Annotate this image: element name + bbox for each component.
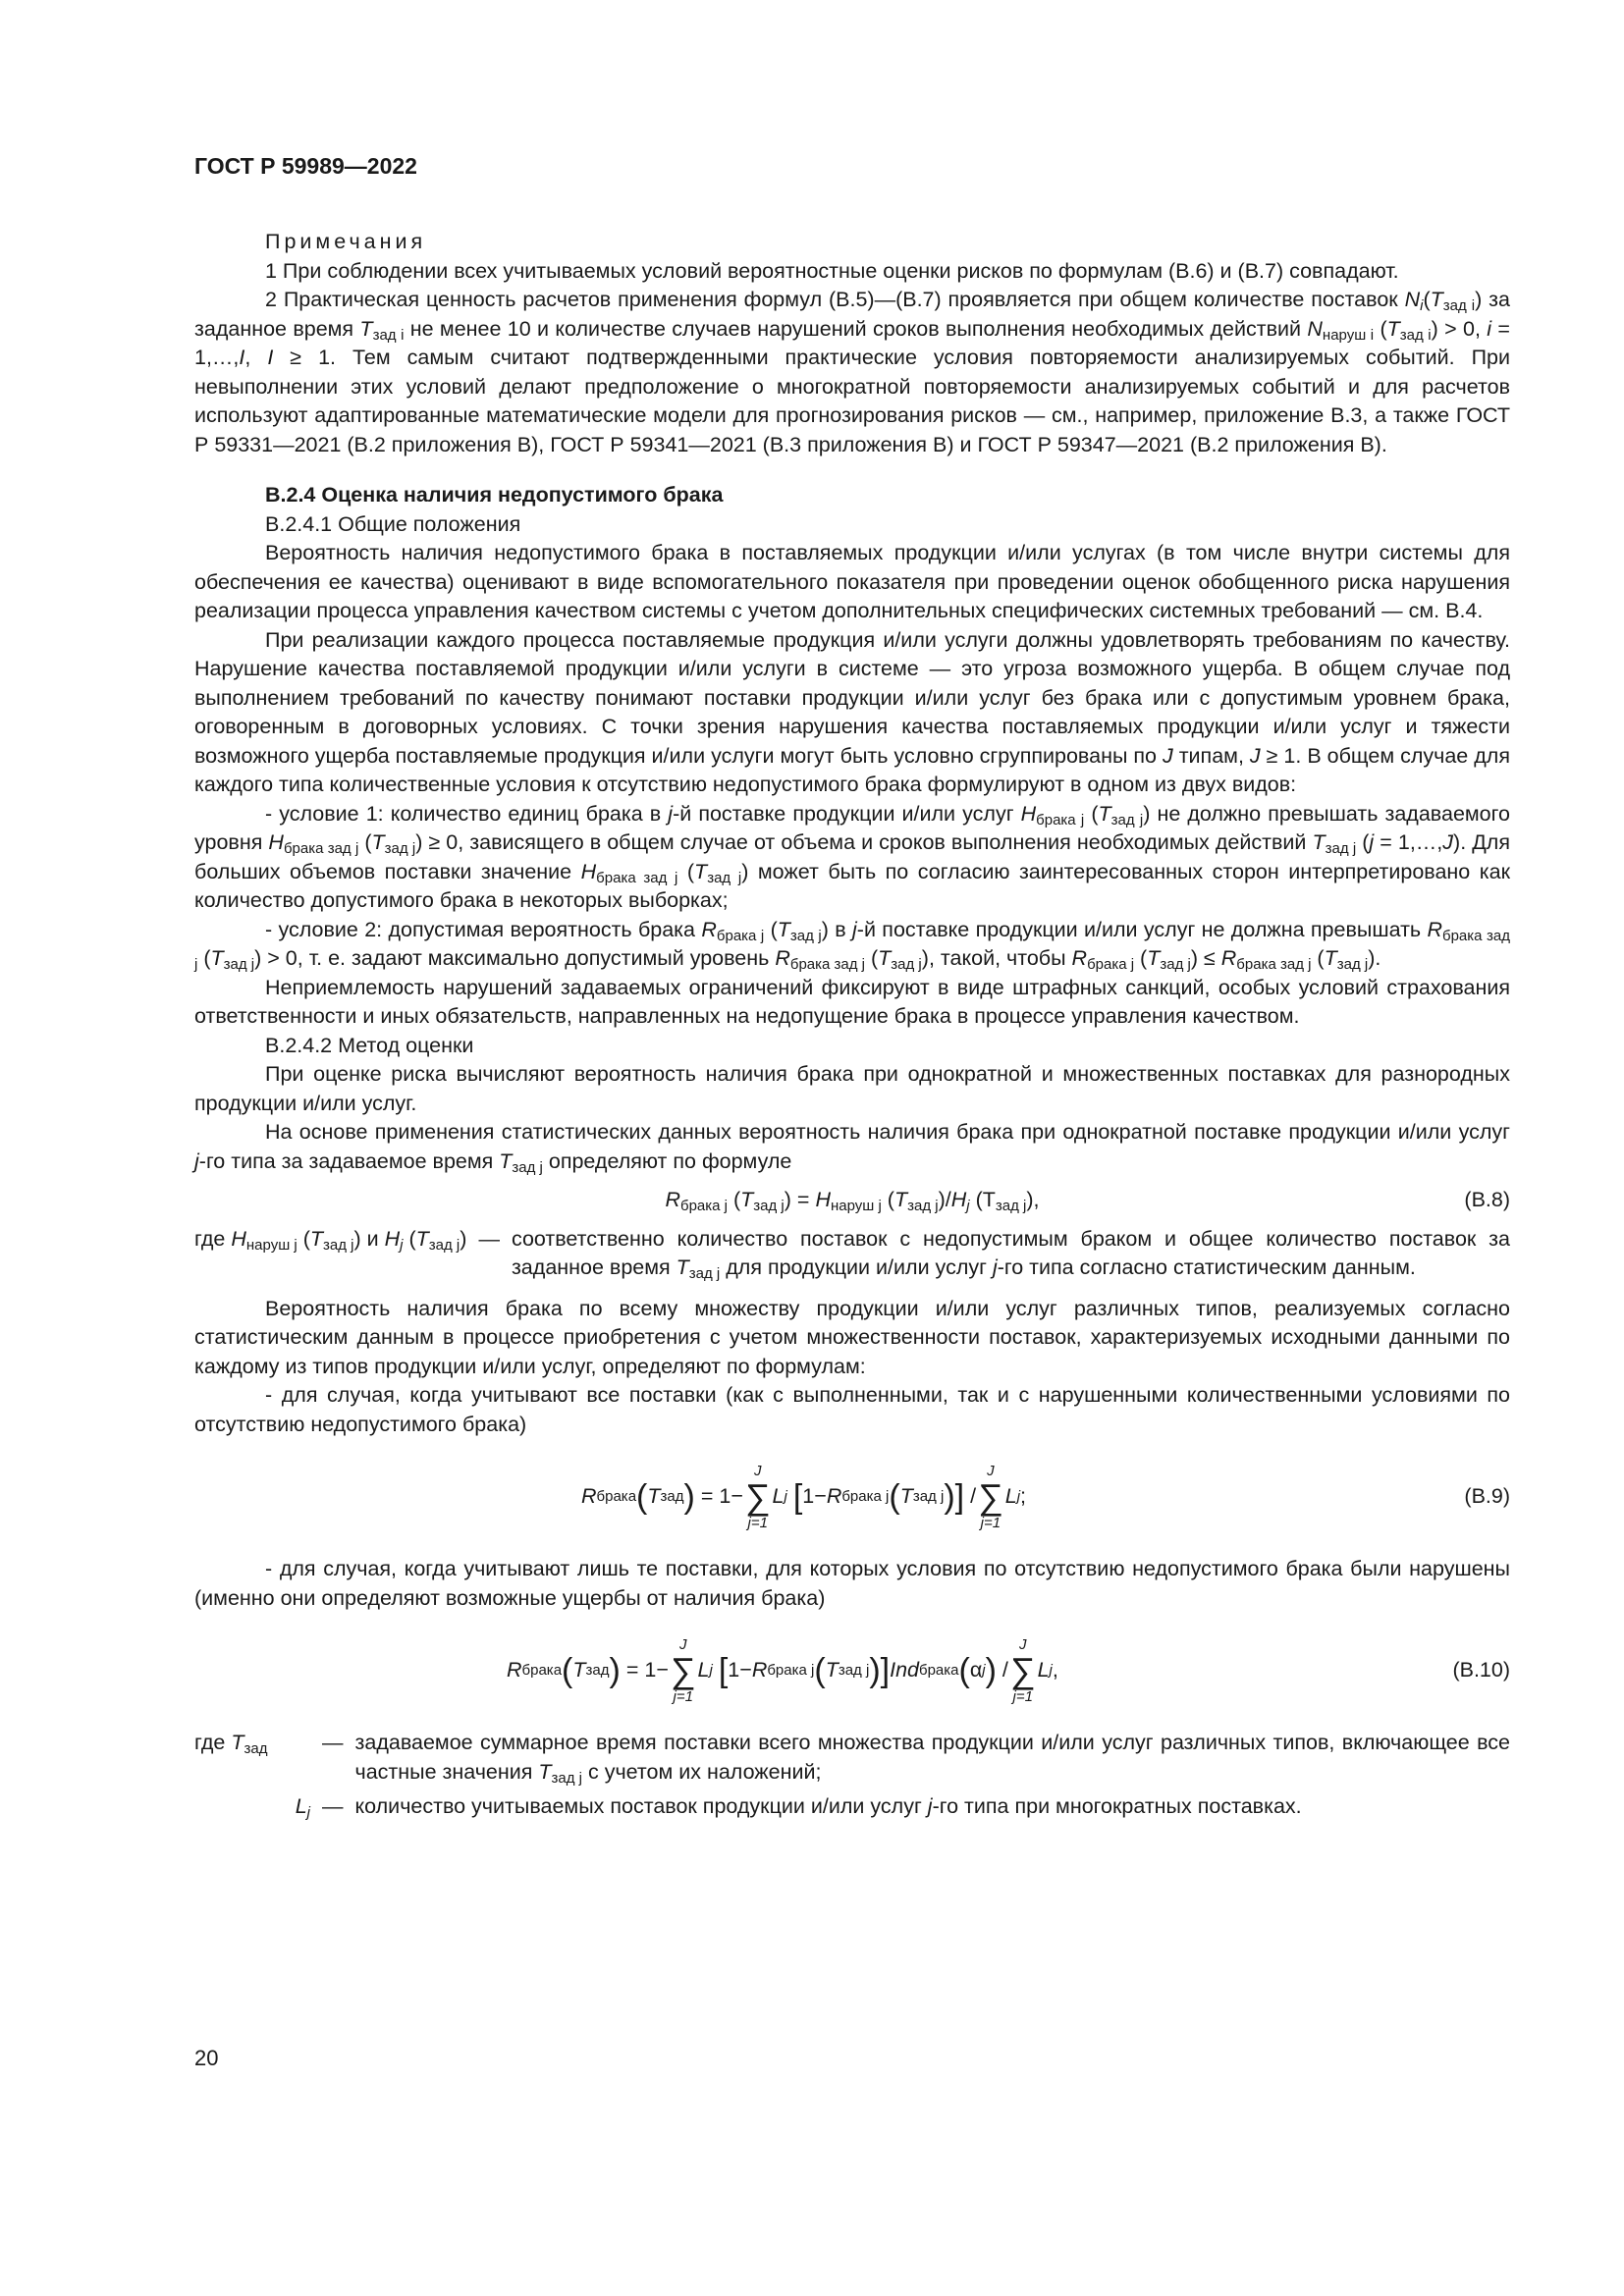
section-title: В.2.4 Оценка наличия недопустимого брака — [265, 483, 724, 507]
formula-number: (В.8) — [1464, 1188, 1510, 1211]
sum-symbol: J ∑ j=1 — [744, 1463, 771, 1531]
paragraph: Неприемлемость нарушений задаваемых ограничений фиксируют в виде штрафных санкций, особых условий страхования ответственности и иных обязательств, направленных на недопущение брака в процессе управления качеством. — [194, 975, 1510, 1028]
condition-1: - условие 1: количество единиц брака в j-й поставке продукции и/или услуг $H_{брака j}$ $(T_{зад j})$ не должно превышать задаваемого уровня $H_{брака зад j}$ $(T_{зад j}) \ge 0$, зависящего в общем случае от объема и сроков выполнения необходимых действий $T_{зад j}$ (j = 1,…,J). Для больших объемов поставки значение $H_{брака зад j}$ $(T_{зад j})$ может быть по согласию заинтересованных сторон интерпретировано как количество допустимого брака в некоторых выборках; — [194, 801, 1510, 912]
sum-symbol: J ∑ j=1 — [978, 1463, 1003, 1531]
paragraph: Вероятность наличия брака по всему множеству продукции и/или услуг различных типов, реализуемых согласно статистическим данным в процессе приобретения с учетом множественности поставок, характеризуемых исходными данными по каждому из типов продукции и/или услуг, определяют по формулам: — [194, 1296, 1510, 1378]
definition-row: где $T_{зад}$ — задаваемое суммарное время поставки всего множества продукции и/или услуг различных типов, включающее все частные значения $T_{зад j}$ с учетом их наложений; — [194, 1731, 1510, 1787]
formula-b9: R брака ( T зад ) = 1− J ∑ j=1 L j [ 1− R брака j ( T зад j ) ] / J ∑ j=1 L j ; (В.9) — [581, 1463, 1510, 1531]
sum-symbol: J ∑ j=1 — [670, 1636, 696, 1705]
notes-heading: Примечания — [265, 230, 427, 253]
formula-b10: R брака ( T зад ) = 1− J ∑ j=1 L j [ 1− R брака j ( T зад j ) ] Ind брака ( α j ) / J ∑ j=1 L j , (В.10) — [507, 1636, 1510, 1705]
note-1: 1 При соблюдении всех учитываемых условий вероятностные оценки рисков по формулам (В.6) и (В.7) совпадают. — [265, 258, 1399, 283]
definition-text: количество учитываемых поставок продукции и/или услуг j-го типа при многократных поставках. — [354, 1794, 1302, 1818]
note-2: 2 Практическая ценность расчетов применения формул (В.5)—(В.7) проявляется при общем количестве поставок $N_i(T_{зад i})$ за заданное время $T_{зад i}$ не менее 10 и количестве случаев нарушений сроков выполнения необходимых действий $N_{наруш i}$ $(T_{зад i}) > 0$, i = 1,…,I, I ≥ 1. Тем самым считают подтвержденными практические условия повторяемости анализируемых событий. При невыполнении этих условий делают предположение о многократной повторяемости анализируемых событий и для расчетов используют адаптированные математические модели для прогнозирования рисков — см., например, приложение В.3, а также ГОСТ Р 59331—2021 (В.2 приложения В), ГОСТ Р 59341—2021 (В.3 приложения В) и ГОСТ Р 59347—2021 (В.2 приложения В). — [194, 288, 1510, 456]
formula-b8: $R_{брака j}$ $(T_{зад j}) = H_{наруш j}$ $(T_{зад j})/H_j$ $(Т_{зад j})$, (В.8) — [665, 1188, 1510, 1214]
definition-term: где $H_{наруш j}$ $(T_{зад j})$ и $H_j$ $(T_{зад j})$ — [194, 1226, 467, 1254]
definition-row: где $H_{наруш j}$ $(T_{зад j})$ и $H_j$ $(T_{зад j})$ — соответственно количество поставок с недопустимым браком и общее количество поставок за заданное время $T_{зад j}$ для продукции и/или услуг j-го типа согласно статистическим данным. — [194, 1226, 1510, 1282]
subsection-2-title: В.2.4.2 Метод оценки — [265, 1033, 474, 1057]
condition-2: - условие 2: допустимая вероятность брака $R_{брака j}$ $(T_{зад j})$ в j-й поставке продукции и/или услуг не должна превышать $R_{брака зад j}$ $(T_{зад j}) > 0$, т. е. задают максимально допустимый уровень $R_{брака зад j}$ $(T_{зад j})$, такой, чтобы $R_{брака j}$ $(T_{зад j}) \le R_{брака зад j}$ $(T_{зад j})$. — [194, 917, 1511, 973]
paragraph: - для случая, когда учитывают лишь те поставки, для которых условия по отсутствию недопустимого брака были нарушены (именно они определяют возможные ущербы от наличия брака) — [194, 1557, 1510, 1610]
definition-text: задаваемое суммарное время поставки всего множества продукции и/или услуг различных типов, включающее все частные значения $T_{зад j}$ с учетом их наложений; — [354, 1731, 1510, 1787]
subsection-1-title: В.2.4.1 Общие положения — [265, 511, 521, 536]
paragraph: Вероятность наличия недопустимого брака в поставляемых продукции и/или услугах (в том числе внутри системы для обеспечения ее качества) оценивают в виде вспомогательного показателя при проведении оценок обобщенного риска нарушения реализации процесса управления качеством системы с учетом дополнительных специфических системных требований — см. В.4. — [194, 541, 1510, 622]
formula-number: (В.10) — [1452, 1658, 1510, 1682]
paragraph: На основе применения статистических данных вероятность наличия брака при однократной поставке продукции и/или услуг j-го типа за задаваемое время $T_{зад j}$ определяют по формуле — [194, 1120, 1510, 1176]
definition-term: где $T_{зад}$ — [194, 1731, 268, 1757]
paragraph: При реализации каждого процесса поставляемые продукция и/или услуги должны удовлетворять требованиям по качеству. Нарушение качества поставляемой продукции и/или услуги в системе — это угроза возможного ущерба. В общем случае под выполнением требований по качеству понимают поставки продукции и/или услуг без брака или с допустимым уровнем брака, оговоренным в договорных условиях. С точки зрения нарушения качества поставляемых продукции и/или услуг и тяжести возможного ущерба поставляемые продукция и/или услуги могут быть условно сгруппированы по J типам, J ≥ 1. В общем случае для каждого типа количественные условия к отсутствию недопустимого брака формулируют в одном из двух видов: — [194, 627, 1510, 796]
sum-symbol: J ∑ j=1 — [1009, 1636, 1036, 1705]
definition-term: $L_j$ — [295, 1794, 310, 1821]
page-number: 20 — [194, 2046, 219, 2070]
paragraph: - для случая, когда учитывают все поставки (как с выполненными, так и с нарушенными количественными условиями по отсутствию недопустимого брака) — [194, 1383, 1510, 1436]
formula-number: (В.9) — [1464, 1484, 1510, 1508]
paragraph: При оценке риска вычисляют вероятность наличия брака при однократной и множественных поставках для разнородных продукции и/или услуг. — [194, 1062, 1510, 1115]
document-body — [194, 228, 1510, 1822]
document-header: ГОСТ Р 59989—2022 — [194, 153, 417, 179]
definition-text: соответственно количество поставок с недопустимым браком и общее количество поставок за заданное время $T_{зад j}$ для продукции и/или услуг j-го типа согласно статистическим данным. — [511, 1226, 1510, 1282]
definition-row: $L_j$ — количество учитываемых поставок продукции и/или услуг j-го типа при многократных поставках. — [194, 1792, 1510, 1822]
